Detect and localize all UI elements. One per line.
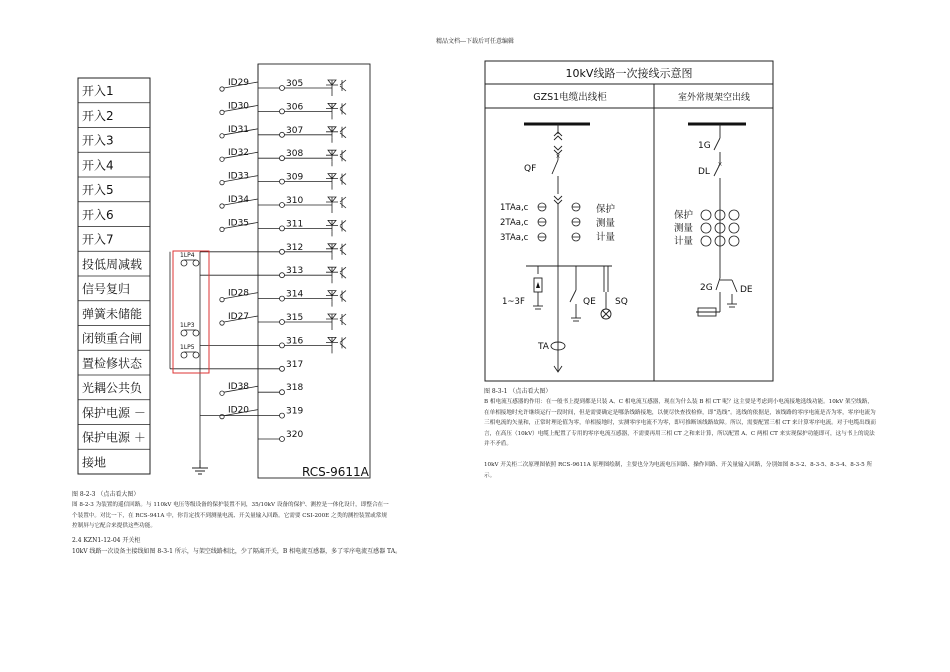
input-label: 开入6 (82, 207, 114, 222)
section-heading: 2.4 KZN1-12-04 开关柜 (72, 537, 141, 544)
terminal-number: 305 (286, 79, 304, 89)
input-label: 保护电源 ＋ (82, 430, 146, 445)
label-dl: DL (698, 167, 710, 177)
input-label: 开入2 (82, 108, 114, 123)
pressure-plate-label: 1LP5 (180, 344, 195, 351)
input-id: ID31 (228, 124, 250, 135)
label-ta: TA (538, 342, 549, 352)
label-2g: 2G (700, 283, 713, 293)
pressure-plate-box (173, 251, 209, 373)
label-1g: 1G (698, 141, 711, 151)
label-qf: QF (524, 164, 537, 174)
terminal-number: 319 (286, 406, 304, 417)
input-id: ID20 (228, 405, 250, 416)
right-paragraph-2: 10kV 开关柜二次原理图依照 RCS-9611A 原理图绘制，主要也分为电流电压回路、操作回路、开关量输入回路，分别如图 8-3-2、8-3-5、8-3-4、8-3-5 所示。 (484, 462, 873, 479)
label-measure-2: 测量 (674, 223, 694, 234)
input-label: 开入7 (82, 232, 114, 247)
label-ta1: 1TAa,c (500, 203, 529, 213)
input-id: ID32 (228, 148, 250, 159)
left-paragraph-1: 图 8-2-3 为装置的遥信回路。与 110kV 电压等级设备的保护装置不同，35/10kV 设备的保护、测控是一体化设计，即整合在一个装置中。对比一下，在 RCS-941A 中，你肯定找不到测量电流、开关量输入回路。它需要 CSI-200E 之类的测控装置或常规控制屏与它配合来提供这些功能。 (72, 502, 389, 530)
input-label: 弹簧未储能 (82, 306, 143, 321)
input-label: 开入5 (82, 183, 114, 197)
terminal-number: 317 (286, 359, 304, 370)
ground-symbol (192, 460, 208, 474)
input-label: 信号复归 (82, 282, 131, 296)
label-protection-2: 保护 (674, 210, 694, 221)
left-paragraph-2: 10kV 线路一次设备主接线如图 8-3-1 所示，与架空线路相比，少了隔离开关，B 相电流互感器，多了零序电流互感器 TA。 (72, 548, 402, 555)
right-paragraph-1: B 相电流互感器的作用：在一般书上提到都是只装 A、C 相电流互感器，现在为什么装 B 相 CT 呢？这主要是考虑到小电流接地选线功能。10kV 架空线路，在单相接地时允许继续运行一段时间，但是需要确定是哪条线路接地，以便尽快查找检修，即“选线”。选线的依据是，该线路的零序电流是否为零，零序电流为三相电流的矢量和，正常时理论值为零，单相接地时，实测零序电流不为零，即可推断该线路故障。所以，需要配置三相 CT 来计算零序电流。对于电缆出线而言，在高压（10kV）电缆上配置了专用的零序电流互感器，不需要再用三相 CT 之和来计算，所以配置 A、C 两相 CT 来实现保护功能即可，这与书上的说法并不矛盾。 (484, 399, 876, 448)
terminal-number: 306 (286, 102, 304, 113)
terminal-number: 312 (286, 242, 304, 253)
terminal-number: 314 (286, 289, 304, 300)
terminal-number: 310 (286, 196, 304, 206)
input-id: ID28 (228, 288, 250, 299)
input-id: ID27 (228, 312, 250, 322)
terminal-number: 308 (286, 149, 304, 160)
input-id: ID30 (228, 101, 250, 112)
label-qe: QE (583, 297, 596, 307)
pressure-plate-label: 1LP3 (180, 322, 195, 329)
label-arrester: 1~3F (502, 297, 525, 307)
terminal-number: 307 (286, 125, 304, 136)
terminal-number: 318 (286, 383, 304, 394)
terminal-number: 315 (286, 313, 304, 323)
left-figure-caption: 图 8-2-3 （点击看大图） (72, 491, 140, 498)
input-id: ID34 (228, 195, 250, 205)
terminal-number: 313 (286, 266, 304, 277)
input-label: 保护电源 － (82, 405, 146, 420)
input-label: 投低周减载 (82, 257, 143, 272)
input-id: ID33 (228, 171, 250, 182)
input-id: ID38 (228, 382, 250, 393)
label-sq: SQ (615, 297, 628, 307)
primary-wiring-diagram (484, 60, 774, 382)
terminal-number: 320 (286, 430, 304, 440)
label-ta3: 3TAa,c (500, 233, 529, 243)
input-id: ID35 (228, 218, 250, 229)
input-label: 置检修状态 (82, 356, 143, 371)
label-protection: 保护 (596, 204, 616, 215)
overhead-col-title: 室外常规架空出线 (677, 93, 751, 103)
input-label: 开入3 (82, 133, 114, 148)
binary-input-circuit-diagram (70, 58, 390, 488)
label-metering: 计量 (596, 232, 616, 243)
page-header: 精品文档---下载后可任意编辑 (435, 38, 515, 45)
input-label: 接地 (82, 455, 107, 470)
terminal-number: 309 (286, 172, 304, 183)
svg-text:×: × (555, 153, 561, 160)
label-de: DE (740, 285, 753, 295)
right-figure-caption: 图 8-3-1 （点击看大图） (484, 388, 552, 395)
cabinet-col-title: GZS1电缆出线柜 (533, 92, 607, 103)
label-metering-2: 计量 (674, 236, 694, 247)
input-label: 开入4 (82, 158, 114, 173)
input-id: ID29 (228, 78, 250, 88)
input-label: 开入1 (82, 84, 114, 98)
svg-text:×: × (717, 161, 723, 168)
diagram-title: 10kV线路一次接线示意图 (565, 67, 693, 80)
label-ta2: 2TAa,c (500, 218, 529, 228)
input-label: 闭锁重合闸 (82, 331, 143, 346)
label-measure: 测量 (596, 218, 616, 229)
pressure-plate-label: 1LP4 (180, 252, 195, 259)
terminal-number: 311 (286, 219, 304, 230)
input-label: 光耦公共负 (82, 381, 143, 395)
terminal-number: 316 (286, 336, 304, 347)
device-name: RCS-9611A (302, 465, 369, 479)
